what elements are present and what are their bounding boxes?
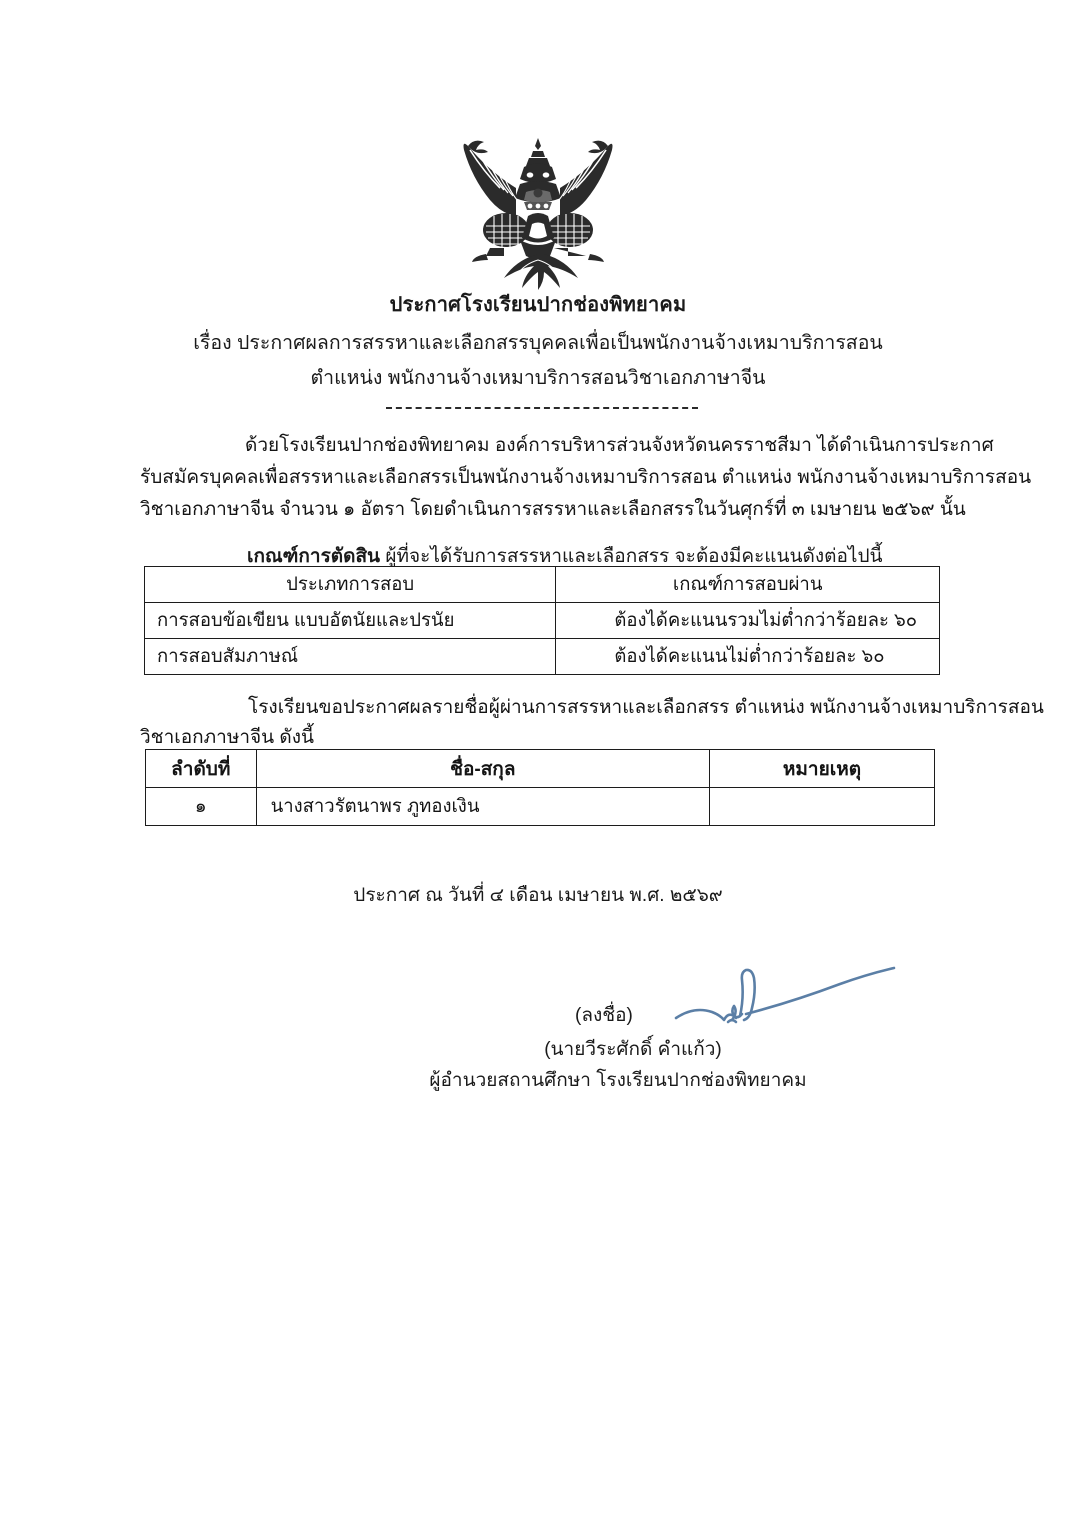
intro-paragraph-line-1: ด้วยโรงเรียนปากช่องพิทยาคม องค์การบริหารส่วนจังหวัดนครราชสีมา ได้ดำเนินการประกาศ xyxy=(245,435,994,456)
table-row xyxy=(145,603,940,639)
result-col-header-note: หมายเหตุ xyxy=(709,750,934,788)
handwritten-signature xyxy=(672,962,902,1032)
criteria-heading-rest: ผู้ที่จะได้รับการสรรหาและเลือกสรร จะต้องมีคะแนนดังต่อไปนี้ xyxy=(380,546,883,567)
dashed-separator xyxy=(386,407,698,409)
signature-label: (ลงชื่อ) xyxy=(575,1005,633,1026)
announcement-date: ประกาศ ณ วันที่ ๔ เดือน เมษายน พ.ศ. ๒๕๖๙ xyxy=(353,885,723,906)
page-title: ประกาศโรงเรียนปากช่องพิทยาคม xyxy=(389,294,687,316)
result-col-header-no: ลำดับที่ xyxy=(146,750,257,788)
result-name-0: นางสาวรัตนาพร ภูทองเงิน xyxy=(256,788,709,826)
criteria-col-header-exam-type: ประเภทการสอบ xyxy=(145,567,556,603)
result-col-header-name: ชื่อ-สกุล xyxy=(256,750,709,788)
result-note-0 xyxy=(709,788,934,826)
signer-name: (นายวีระศักดิ์ คำแก้ว) xyxy=(544,1039,722,1060)
result-no-0: ๑ xyxy=(146,788,257,826)
result-table xyxy=(145,749,935,826)
result-paragraph-line-2: วิชาเอกภาษาจีน ดังนี้ xyxy=(140,727,315,748)
subject-line: เรื่อง ประกาศผลการสรรหาและเลือกสรรบุคคลเพื่อเป็นพนักงานจ้างเหมาบริการสอน xyxy=(193,332,883,354)
criteria-exam-type-0: การสอบข้อเขียน แบบอัตนัยและปรนัย xyxy=(145,603,556,639)
result-paragraph-line-1: โรงเรียนขอประกาศผลรายชื่อผู้ผ่านการสรรหาและเลือกสรร ตำแหน่ง พนักงานจ้างเหมาบริการสอน xyxy=(248,697,1044,718)
table-row xyxy=(145,639,940,675)
table-header-row xyxy=(145,567,940,603)
criteria-pass-1: ต้องได้คะแนนไม่ต่ำกว่าร้อยละ ๖๐ xyxy=(556,639,940,675)
table-header-row xyxy=(146,750,935,788)
criteria-exam-type-1: การสอบสัมภาษณ์ xyxy=(145,639,556,675)
table-row xyxy=(146,788,935,826)
garuda-emblem xyxy=(0,132,1076,290)
criteria-table xyxy=(144,566,940,675)
intro-paragraph-line-3: วิชาเอกภาษาจีน จำนวน ๑ อัตรา โดยดำเนินการสรรหาและเลือกสรรในวันศุกร์ที่ ๓ เมษายน ๒๕๖๙ นั้น xyxy=(140,499,966,520)
criteria-pass-0: ต้องได้คะแนนรวมไม่ต่ำกว่าร้อยละ ๖๐ xyxy=(556,603,940,639)
position-line: ตำแหน่ง พนักงานจ้างเหมาบริการสอนวิชาเอกภาษาจีน xyxy=(310,367,766,389)
criteria-col-header-pass: เกณฑ์การสอบผ่าน xyxy=(556,567,940,603)
signer-title: ผู้อำนวยสถานศึกษา โรงเรียนปากช่องพิทยาคม xyxy=(429,1070,807,1091)
criteria-heading-bold: เกณฑ์การตัดสิน xyxy=(247,546,381,567)
intro-paragraph-line-2: รับสมัครบุคคลเพื่อสรรหาและเลือกสรรเป็นพนักงานจ้างเหมาบริการสอน ตำแหน่ง พนักงานจ้างเหมาบริการสอน xyxy=(140,467,1032,488)
